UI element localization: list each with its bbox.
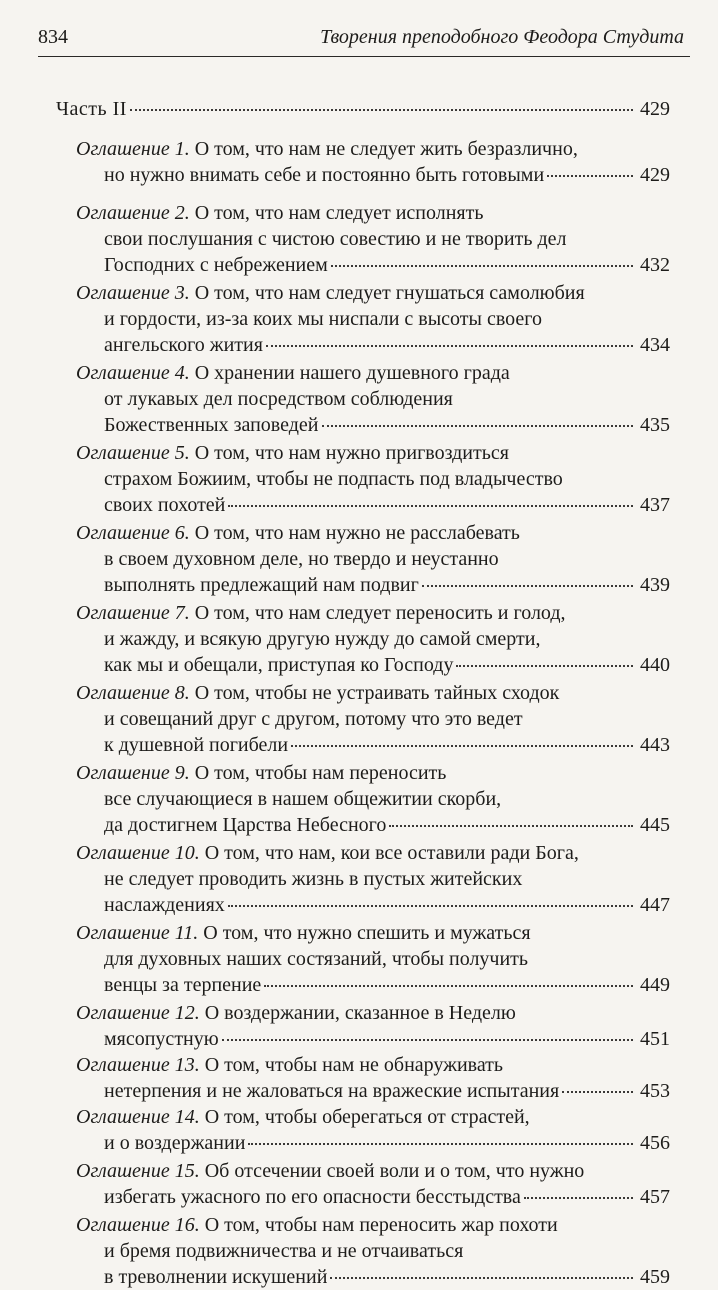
page-ref: 429 [640, 98, 670, 120]
toc-entry-line [76, 466, 670, 492]
dot-leader [264, 985, 633, 987]
entry-text: О том, что нам нужно пригвоздиться [194, 442, 509, 464]
entry-label: Оглашение 5. [76, 442, 190, 464]
entry-label: Оглашение 7. [76, 602, 190, 624]
entry-text: О том, чтобы оберегаться от страстей, [204, 1106, 530, 1128]
dot-leader [389, 825, 633, 827]
entry-text: О том, что нам следует переносить и голод, [194, 602, 566, 624]
part-title: Часть II [56, 98, 127, 120]
entry-label: Оглашение 10. [76, 842, 200, 864]
toc-entry-line [76, 492, 670, 518]
entry-text: и о воздержании [104, 1132, 246, 1154]
entry-text: О хранении нашего душевного града [194, 362, 510, 384]
toc-entry-line [76, 1212, 670, 1238]
entry-text: О том, что нам следует исполнять [194, 202, 484, 224]
toc-entry-line [76, 252, 670, 278]
entry-text: О воздержании, сказанное в Неделю [204, 1002, 516, 1024]
page-ref: 456 [640, 1132, 670, 1154]
toc-entry [76, 840, 670, 918]
entry-text: в своем духовном деле, но твердо и неустанно [104, 548, 499, 570]
entry-label: Оглашение 2. [76, 202, 190, 224]
toc-entry-line [76, 546, 670, 572]
toc-entry [76, 280, 670, 358]
entry-label: Оглашение 9. [76, 762, 190, 784]
dot-leader [330, 1277, 633, 1279]
toc-entry [76, 200, 670, 278]
running-header [38, 22, 690, 57]
entry-text: наслаждениях [104, 894, 225, 916]
page-ref: 439 [640, 574, 670, 596]
entry-label: Оглашение 13. [76, 1054, 200, 1076]
toc-entry-line [76, 306, 670, 332]
entry-label: Оглашение 4. [76, 362, 190, 384]
toc-entry [76, 440, 670, 518]
entry-text: избегать ужасного по его опасности бесстыдства [104, 1186, 521, 1208]
entry-text: нетерпения и не жаловаться на вражеские испытания [104, 1080, 560, 1102]
toc-entry-line [76, 1158, 670, 1184]
toc-entry-line [76, 332, 670, 358]
toc-entry [76, 360, 670, 438]
entry-text: свои послушания с чистою совестию и не творить дел [104, 228, 567, 250]
toc-entry-line [76, 226, 670, 252]
toc-entry-line [76, 946, 670, 972]
running-title: Творения преподобного Феодора Студита [320, 26, 684, 48]
page-ref: 445 [640, 814, 670, 836]
entry-label: Оглашение 3. [76, 282, 190, 304]
dot-leader [291, 745, 633, 747]
page-ref: 457 [640, 1186, 670, 1208]
entry-label: Оглашение 12. [76, 1002, 200, 1024]
toc-entry-line [76, 1184, 670, 1210]
entry-text: и бремя подвижничества и не отчаиваться [104, 1240, 464, 1262]
dot-leader [422, 585, 633, 587]
dot-leader [322, 425, 634, 427]
toc-entry-line [76, 1000, 670, 1026]
entry-label: Оглашение 6. [76, 522, 190, 544]
entry-text: О том, что нам нужно не расслабевать [194, 522, 520, 544]
entry-text: О том, чтобы нам переносить жар похоти [204, 1214, 558, 1236]
entry-text: мясопустную [104, 1028, 219, 1050]
entry-label: Оглашение 8. [76, 682, 190, 704]
entry-text: и гордости, из-за коих мы ниспали с высоты своего [104, 308, 542, 330]
toc-entry [76, 920, 670, 998]
entry-text: О том, что нам следует гнушаться самолюбия [194, 282, 585, 304]
dot-leader [248, 1143, 633, 1145]
dot-leader [228, 905, 633, 907]
dot-leader [130, 109, 633, 111]
page-ref: 434 [640, 334, 670, 356]
toc-entry [76, 1000, 670, 1052]
page-ref: 449 [640, 974, 670, 996]
toc-entry [76, 1052, 670, 1104]
entry-text: Об отсечении своей воли и о том, что нужно [204, 1160, 585, 1182]
toc-entry [76, 600, 670, 678]
toc-entry-line [76, 892, 670, 918]
toc-entry-line [76, 786, 670, 812]
entry-text: страхом Божиим, чтобы не подпасть под владычество [104, 468, 563, 490]
entry-label: Оглашение 14. [76, 1106, 200, 1128]
entry-label: Оглашение 16. [76, 1214, 200, 1236]
entry-label: Оглашение 11. [76, 922, 199, 944]
toc-entry-line [76, 572, 670, 598]
entry-text: от лукавых дел посредством соблюдения [104, 388, 453, 410]
entry-text: О том, чтобы нам не обнаруживать [204, 1054, 504, 1076]
entry-text: О том, чтобы нам переносить [194, 762, 447, 784]
entry-label: Оглашение 1. [76, 138, 190, 160]
entry-text: к душевной погибели [104, 734, 289, 756]
dot-leader [222, 1039, 633, 1041]
toc-entry-line [76, 652, 670, 678]
entry-text: для духовных наших состязаний, чтобы получить [104, 948, 529, 970]
toc-entry-line [76, 412, 670, 438]
toc-entry [76, 680, 670, 758]
page-ref: 435 [640, 414, 670, 436]
entry-text: венцы за терпение [104, 974, 262, 996]
page-ref: 459 [640, 1266, 670, 1288]
toc-entry-line [76, 280, 670, 306]
toc-entry-line [76, 600, 670, 626]
toc-entry-line [76, 972, 670, 998]
page-ref: 437 [640, 494, 670, 516]
page-ref: 453 [640, 1080, 670, 1102]
toc-entry-line [76, 920, 670, 946]
dot-leader [524, 1197, 633, 1199]
dot-leader [562, 1091, 633, 1093]
entry-text: все случающиеся в нашем общежитии скорби, [104, 788, 502, 810]
toc-entry [76, 1212, 670, 1290]
toc-entry [76, 520, 670, 598]
toc-entry [76, 1104, 670, 1156]
toc-entry-line [76, 1078, 670, 1104]
toc-part-heading [56, 96, 670, 122]
toc-entry-line [76, 360, 670, 386]
entry-text: да достигнем Царства Небесного [104, 814, 387, 836]
entry-text: О том, что нам не следует жить безразлично, [194, 138, 578, 160]
entry-text: в треволнении искушений [104, 1266, 328, 1288]
entry-text: не следует проводить жизнь в пустых житейских [104, 868, 523, 890]
dot-leader [331, 265, 633, 267]
entry-label: Оглашение 15. [76, 1160, 200, 1182]
toc-entry-line [76, 136, 670, 162]
toc-entry-line [76, 1238, 670, 1264]
toc-entry [76, 1158, 670, 1210]
toc-entry-line [76, 1026, 670, 1052]
toc-entry-line [76, 680, 670, 706]
toc-entry-line [76, 200, 670, 226]
toc-entry-line [76, 1130, 670, 1156]
toc-entry [76, 136, 670, 188]
toc-entry-line [76, 812, 670, 838]
page-ref: 451 [640, 1028, 670, 1050]
entry-text: О том, что нам, кои все оставили ради Бога, [204, 842, 579, 864]
toc-entry-line [76, 162, 670, 188]
page-ref: 429 [640, 164, 670, 186]
entry-text: Господних с небрежением [104, 254, 328, 276]
entry-text: Божественных заповедей [104, 414, 319, 436]
entry-text: но нужно внимать себе и постоянно быть готовыми [104, 164, 545, 186]
entry-text: как мы и обещали, приступая ко Господу [104, 654, 454, 676]
toc-entry-line [76, 1264, 670, 1290]
toc-entry-line [76, 386, 670, 412]
toc-entry-line [76, 626, 670, 652]
page-number: 834 [38, 26, 68, 48]
toc-entry [76, 760, 670, 838]
page-ref: 432 [640, 254, 670, 276]
entry-text: О том, что нужно спешить и мужаться [203, 922, 531, 944]
entry-text: и совещаний друг с другом, потому что это ведет [104, 708, 523, 730]
toc-entry-line [76, 866, 670, 892]
dot-leader [547, 175, 633, 177]
toc-entry-line [76, 440, 670, 466]
page-ref: 447 [640, 894, 670, 916]
entry-text: выполнять предлежащий нам подвиг [104, 574, 419, 596]
toc-entry-line [76, 760, 670, 786]
page-ref: 440 [640, 654, 670, 676]
dot-leader [228, 505, 633, 507]
entry-text: своих похотей [104, 494, 226, 516]
entry-text: О том, чтобы не устраивать тайных сходок [194, 682, 560, 704]
toc-entry-line [76, 1052, 670, 1078]
entry-text: и жажду, и всякую другую нужду до самой смерти, [104, 628, 541, 650]
toc-entry-line [76, 732, 670, 758]
toc-entry-line [76, 840, 670, 866]
dot-leader [266, 345, 633, 347]
entry-text: ангельского жития [104, 334, 263, 356]
toc-entry-line [76, 520, 670, 546]
dot-leader [456, 665, 633, 667]
toc-entry-line [76, 706, 670, 732]
toc-entry-line [76, 1104, 670, 1130]
page-ref: 443 [640, 734, 670, 756]
